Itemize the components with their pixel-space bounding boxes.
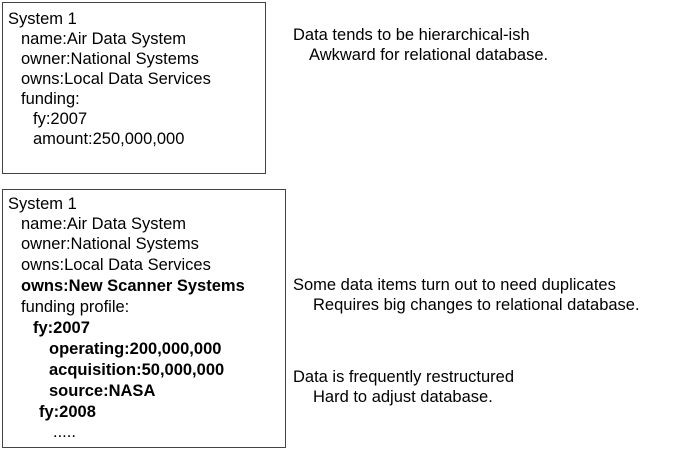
record2-owns-2: owns:New Scanner Systems (21, 277, 245, 295)
note-3-detail: Hard to adjust database. (313, 388, 493, 406)
note-1-heading: Data tends to be hierarchical-ish (293, 26, 530, 44)
record2-ellipsis: ..... (53, 423, 76, 441)
record1-fy: fy:2007 (33, 110, 88, 128)
record-box-2 (2, 189, 286, 448)
record2-name: name:Air Data System (21, 215, 187, 233)
note-2-heading: Some data items turn out to need duplicates (293, 276, 616, 294)
record1-name: name:Air Data System (21, 30, 187, 48)
record1-owns: owns:Local Data Services (21, 70, 211, 88)
record1-amount: amount:250,000,000 (33, 130, 185, 148)
note-2-detail: Requires big changes to relational database. (313, 296, 640, 314)
record1-title: System 1 (8, 10, 77, 28)
record2-source: source:NASA (49, 382, 156, 400)
note-1-detail: Awkward for relational database. (309, 46, 549, 64)
record2-owns-1: owns:Local Data Services (21, 256, 211, 274)
record-box-1 (2, 2, 266, 174)
record2-acquisition: acquisition:50,000,000 (49, 361, 225, 379)
record1-owner: owner:National Systems (21, 50, 199, 68)
record2-owner: owner:National Systems (21, 235, 199, 253)
record1-funding: funding: (21, 90, 80, 108)
record2-fy-2008: fy:2008 (39, 403, 96, 421)
record2-title: System 1 (8, 195, 77, 213)
record2-funding-profile: funding profile: (21, 298, 130, 316)
record2-fy-2007: fy:2007 (33, 319, 90, 337)
note-3-heading: Data is frequently restructured (293, 368, 515, 386)
record2-operating: operating:200,000,000 (49, 340, 222, 358)
